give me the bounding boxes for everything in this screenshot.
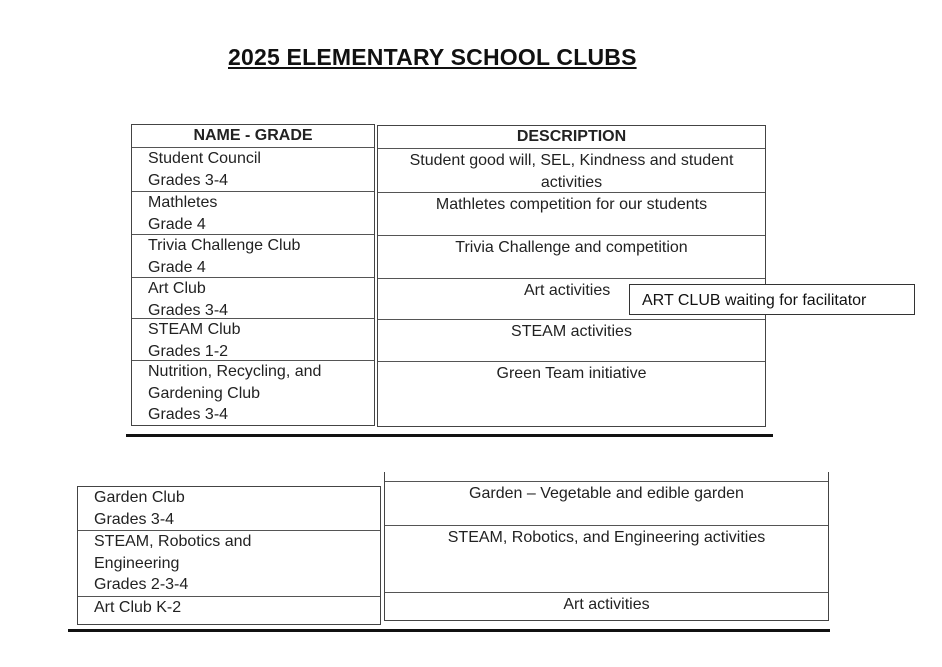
club-grade: Grade 4 (148, 258, 206, 276)
table2-description-column (384, 472, 829, 621)
table-row (78, 530, 380, 596)
table1-name-column (131, 124, 375, 426)
table-row (132, 318, 374, 360)
table-row (132, 277, 374, 318)
club-name: Garden Club (94, 489, 185, 506)
club-name: Trivia Challenge Club (148, 237, 301, 254)
club-description: Art activities (563, 596, 650, 613)
club-name: Nutrition, Recycling, and (148, 363, 322, 380)
club-description: Garden – Vegetable and edible garden (469, 485, 744, 502)
table-row (385, 525, 828, 592)
club-description: Art activities (524, 282, 611, 299)
table-row (378, 319, 765, 361)
club-grade: Grades 2-3-4 (94, 576, 189, 593)
table2-bottom-rule (68, 629, 830, 632)
table-row (132, 147, 374, 191)
table-row (378, 192, 765, 235)
table1-header-name: NAME - GRADE (193, 127, 313, 144)
club-name: Student Council (148, 150, 261, 167)
table-row (378, 148, 765, 192)
club-grade: Grades 1-2 (148, 342, 229, 360)
club-description: Mathletes competition for our students (435, 196, 708, 213)
table1-description-column (377, 125, 766, 427)
table-row (132, 191, 374, 234)
club-grade: Grades 3-4 (148, 406, 229, 423)
club-name: Art Club (148, 280, 206, 297)
club-grade: Grade 4 (148, 215, 206, 233)
table-row (385, 481, 828, 525)
club-name-line2: Gardening Club (148, 384, 261, 402)
club-description: Trivia Challenge and competition (455, 239, 688, 256)
club-name: STEAM Club (148, 321, 241, 338)
table-row (78, 487, 380, 530)
table2-name-column (77, 486, 381, 625)
art-club-note: ART CLUB waiting for facilitator (629, 284, 915, 315)
club-grade: Grades 3-4 (148, 301, 229, 319)
table-row (385, 592, 828, 620)
table-row (132, 234, 374, 277)
table1-header-description: DESCRIPTION (516, 128, 627, 145)
page-title: 2025 ELEMENTARY SCHOOL CLUBS (228, 44, 637, 70)
club-description: STEAM activities (511, 323, 632, 340)
club-description: Green Team initiative (496, 365, 647, 382)
table-row (78, 596, 380, 624)
table-row (378, 361, 765, 426)
table-row (378, 235, 765, 278)
table-row (132, 360, 374, 425)
club-name: Mathletes (148, 194, 218, 211)
club-grade: Grades 3-4 (148, 171, 229, 189)
club-grade: Grades 3-4 (94, 510, 175, 528)
club-description: Student good will, SEL, Kindness and student activities (409, 152, 734, 191)
club-name-line2: Engineering (94, 554, 180, 572)
table1-bottom-rule (126, 434, 773, 437)
club-name: STEAM, Robotics and (94, 533, 252, 550)
club-description: STEAM, Robotics, and Engineering activities (447, 529, 766, 546)
club-name: Art Club K-2 (94, 599, 182, 616)
